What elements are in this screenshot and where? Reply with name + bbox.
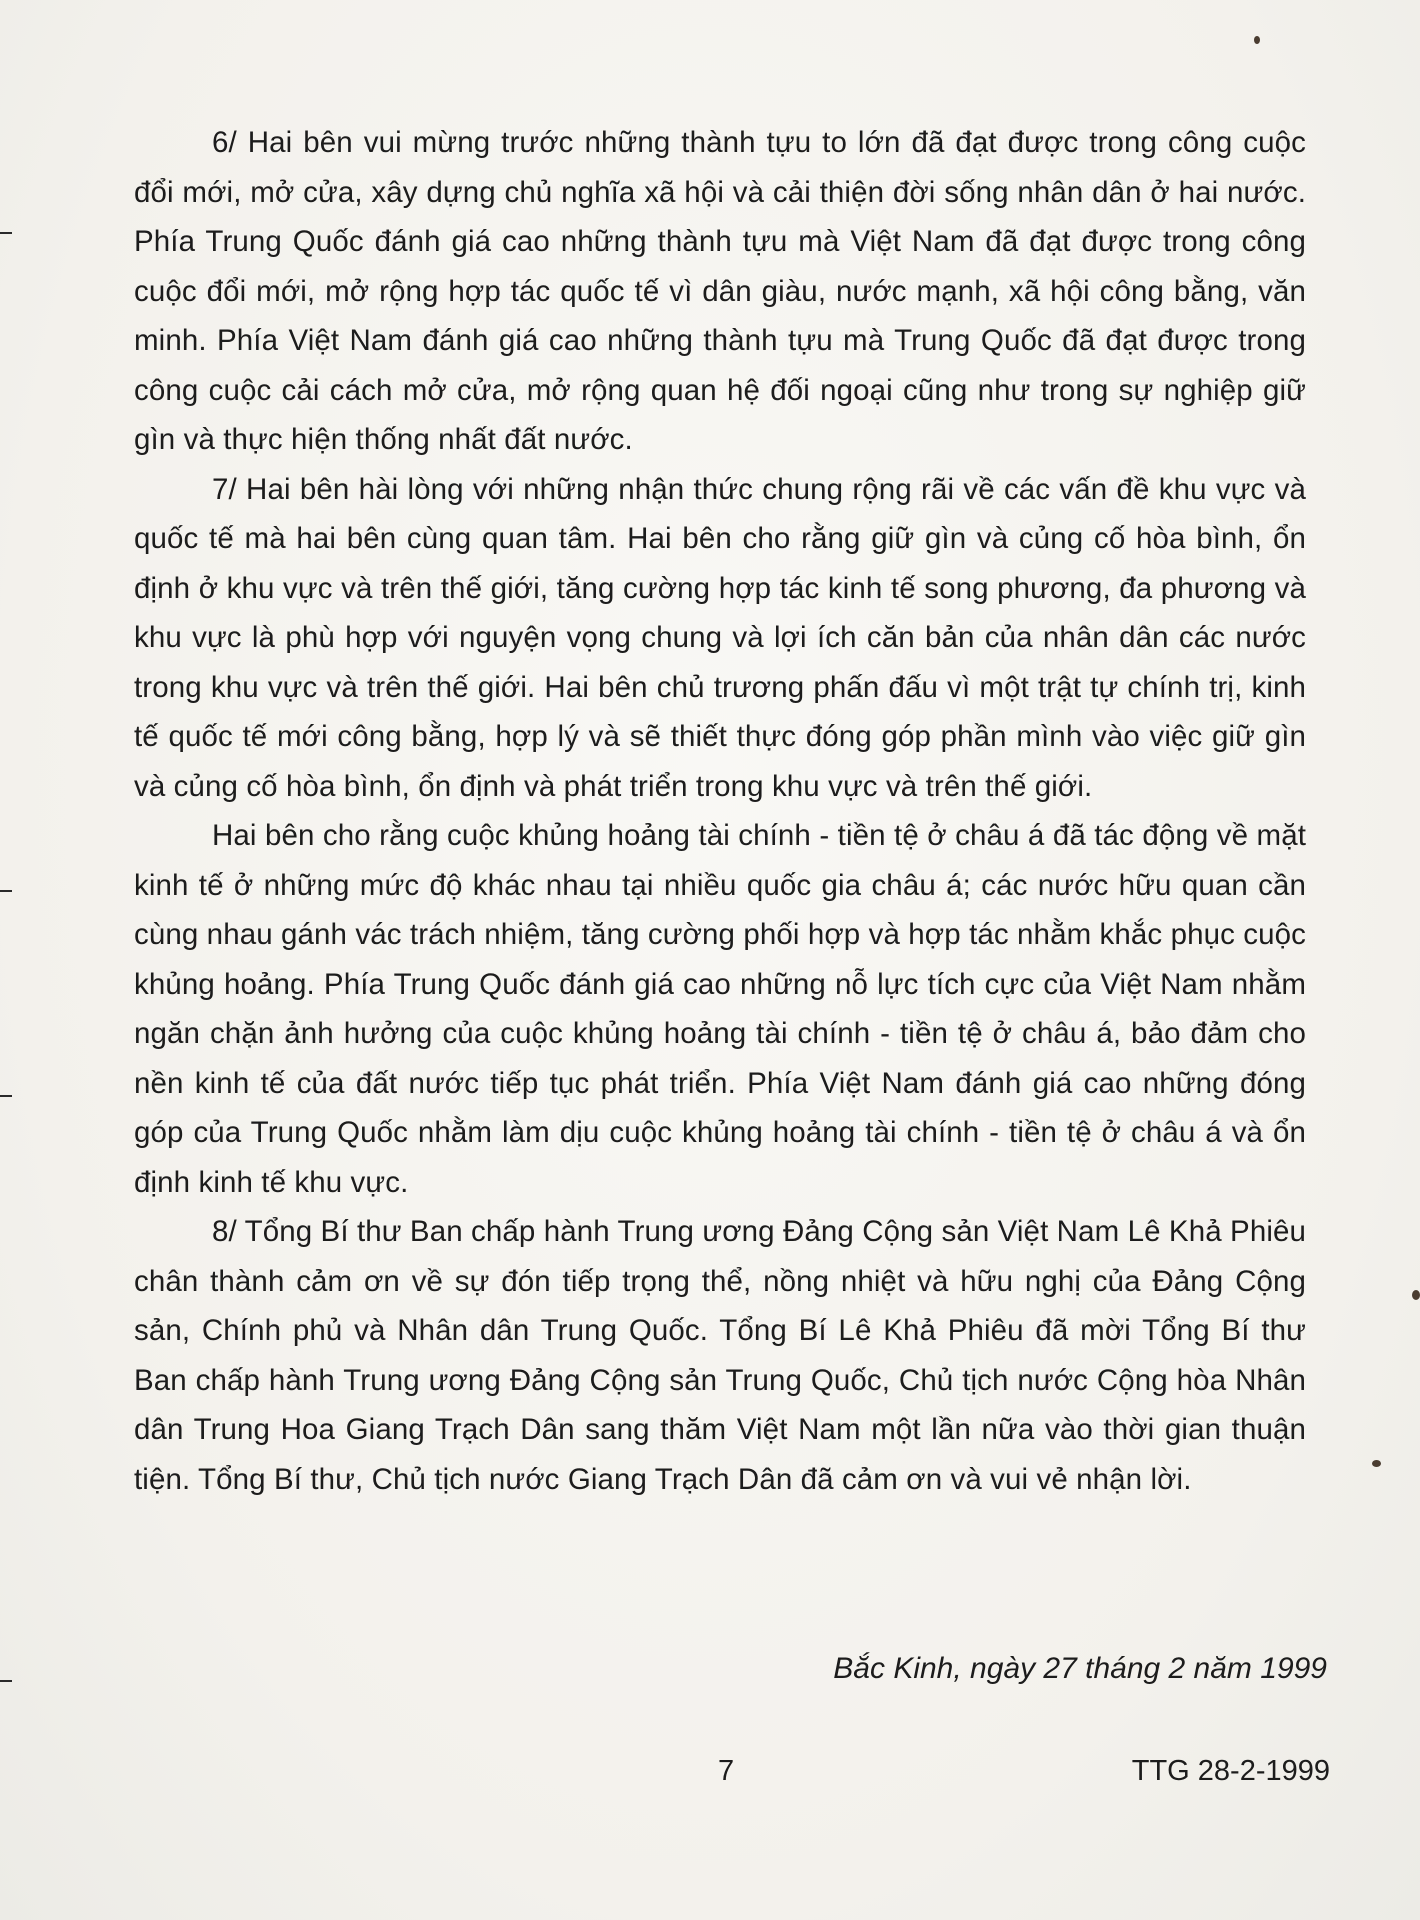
scan-speck [1412, 1290, 1420, 1300]
document-reference: TTG 28-2-1999 [1131, 1755, 1330, 1787]
paragraph-7: 7/ Hai bên hài lòng với những nhận thức chung rộng rãi về các vấn đề khu vực và quốc tế mà hai bên cùng quan tâm. Hai bên cho rằng giữ gìn và củng cố hòa bình, ổn định ở khu vực và trên thế giới, tăng cường hợp tác kinh tế song phương, đa phương và khu vực là phù hợp với nguyện vọng chung và lợi ích căn bản của nhân dân các nước trong khu vực và trên thế giới. Hai bên chủ trương phấn đấu vì một trật tự chính trị, kinh tế quốc tế mới công bằng, hợp lý và sẽ thiết thực đóng góp phần mình vào việc giữ gìn và củng cố hòa bình, ổn định và phát triển trong khu vực và trên thế giới. [134, 472, 1306, 803]
scan-edge-mark [0, 232, 12, 234]
document-body [134, 118, 1306, 1504]
scan-edge-mark [0, 1095, 12, 1097]
scan-edge-mark [0, 890, 12, 892]
scan-speck [1372, 1460, 1381, 1467]
scan-speck [1254, 36, 1260, 44]
paragraph-8: 8/ Tổng Bí thư Ban chấp hành Trung ương Đảng Cộng sản Việt Nam Lê Khả Phiêu chân thành cảm ơn về sự đón tiếp trọng thể, nồng nhiệt và hữu nghị của Đảng Cộng sản, Chính phủ và Nhân dân Trung Quốc. Tổng Bí Lê Khả Phiêu đã mời Tổng Bí thư Ban chấp hành Trung ương Đảng Cộng sản Trung Quốc, Chủ tịch nước Cộng hòa Nhân dân Trung Hoa Giang Trạch Dân sang thăm Việt Nam một lần nữa vào thời gian thuận tiện. Tổng Bí thư, Chủ tịch nước Giang Trạch Dân đã cảm ơn và vui vẻ nhận lời. [134, 1215, 1306, 1496]
scan-edge-mark [0, 1680, 12, 1682]
page-number: 7 [718, 1755, 735, 1787]
place-date-signoff: Bắc Kinh, ngày 27 tháng 2 năm 1999 [833, 1652, 1327, 1685]
paragraph-6: 6/ Hai bên vui mừng trước những thành tựu to lớn đã đạt được trong công cuộc đổi mới, mở cửa, xây dựng chủ nghĩa xã hội và cải thiện đời sống nhân dân ở hai nước. Phía Trung Quốc đánh giá cao những thành tựu mà Việt Nam đã đạt được trong công cuộc đổi mới, mở rộng hợp tác quốc tế vì dân giàu, nước mạnh, xã hội công bằng, văn minh. Phía Việt Nam đánh giá cao những thành tựu mà Trung Quốc đã đạt được trong công cuộc cải cách mở cửa, mở rộng quan hệ đối ngoại cũng như trong sự nghiệp giữ gìn và thực hiện thống nhất đất nước. [134, 126, 1306, 456]
paragraph-financial-crisis: Hai bên cho rằng cuộc khủng hoảng tài chính - tiền tệ ở châu á đã tác động về mặt kinh tế ở những mức độ khác nhau tại nhiều quốc gia châu á; các nước hữu quan cần cùng nhau gánh vác trách nhiệm, tăng cường phối hợp và hợp tác nhằm khắc phục cuộc khủng hoảng. Phía Trung Quốc đánh giá cao những nỗ lực tích cực của Việt Nam nhằm ngăn chặn ảnh hưởng của cuộc khủng hoảng tài chính - tiền tệ ở châu á, bảo đảm cho nền kinh tế của đất nước tiếp tục phát triển. Phía Việt Nam đánh giá cao những đóng góp của Trung Quốc nhằm làm dịu cuộc khủng hoảng tài chính - tiền tệ ở châu á và ổn định kinh tế khu vực. [134, 819, 1306, 1199]
